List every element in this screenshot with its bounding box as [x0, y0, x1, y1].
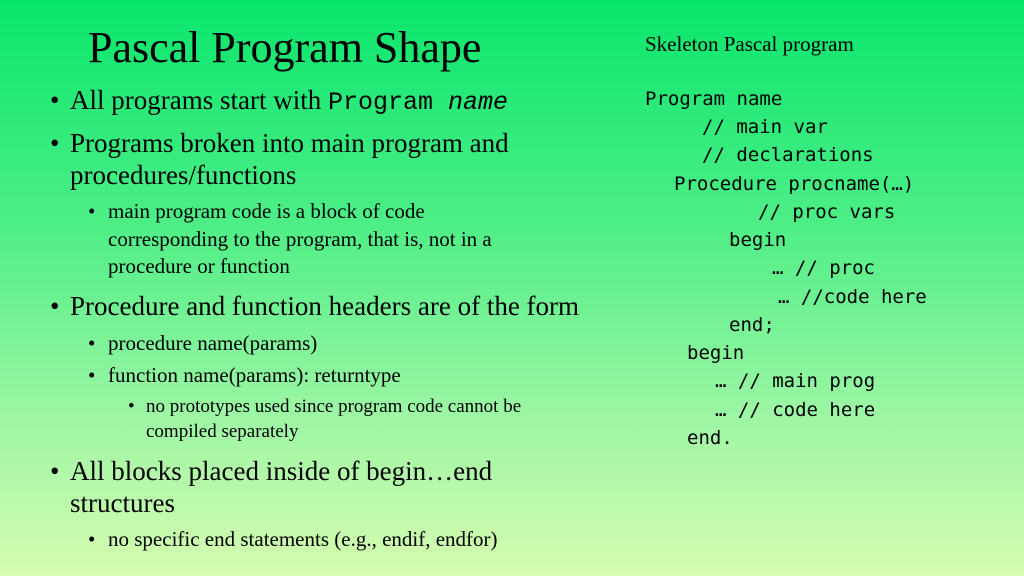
- code-line: Program name: [645, 88, 783, 110]
- code-line: begin: [729, 229, 787, 251]
- bullet-text: Programs broken into main program and: [70, 128, 509, 158]
- code-line: // main var: [702, 116, 828, 138]
- bullet-dot: •: [128, 396, 135, 417]
- skeleton-title: Skeleton Pascal program: [645, 32, 854, 56]
- bullet-text: All blocks placed inside of begin…end: [70, 456, 493, 486]
- bullet-text: procedure name(params): [108, 331, 318, 355]
- code-line: … // code here: [715, 399, 876, 421]
- bullet-blocks-cont: [70, 487, 175, 519]
- sub-bullet-function: [88, 361, 401, 389]
- bullet-dot: •: [88, 527, 96, 551]
- code-keyword: Program: [327, 88, 448, 117]
- bullet-dot: •: [88, 363, 96, 387]
- bullet-text: procedure or function: [108, 254, 290, 278]
- bullet-dot: •: [88, 331, 96, 355]
- bullet-headers: [50, 290, 580, 322]
- bullet-dot: •: [50, 456, 60, 486]
- code-line: end.: [687, 427, 733, 449]
- bullet-text: corresponding to the program, that is, not in a: [108, 227, 492, 251]
- bullet-text: no prototypes used since program code cannot be: [146, 396, 522, 417]
- code-param: name: [448, 88, 509, 117]
- bullet-text: structures: [70, 488, 175, 518]
- bullet-blocks: [50, 455, 493, 487]
- bullet-program-start: [50, 84, 509, 119]
- code-line: end;: [729, 314, 775, 336]
- bullet-dot: •: [50, 85, 60, 115]
- bullet-main-program: [50, 127, 509, 159]
- code-line: begin: [687, 342, 745, 364]
- sub-bullet-main-code-cont: [108, 225, 492, 253]
- code-line: Procedure procname(…): [674, 173, 915, 195]
- sub-sub-bullet-prototypes-cont: [146, 419, 298, 444]
- sub-bullet-main-code-cont2: [108, 252, 290, 280]
- code-line: … //code here: [778, 286, 927, 308]
- bullet-text: Procedure and function headers are of the form: [70, 291, 580, 321]
- bullet-dot: •: [50, 291, 60, 321]
- slide-title: Pascal Program Shape: [88, 23, 482, 72]
- bullet-text: procedures/functions: [70, 160, 297, 190]
- code-line: … // main prog: [715, 370, 876, 392]
- bullet-text: no specific end statements (e.g., endif, endfor): [108, 527, 498, 551]
- code-line: … // proc: [772, 257, 875, 279]
- bullet-main-program-cont: [70, 159, 296, 191]
- bullet-dot: •: [50, 128, 60, 158]
- bullet-text: function name(params): returntype: [108, 363, 401, 387]
- code-line: // proc vars: [758, 201, 896, 223]
- sub-sub-bullet-prototypes: [128, 394, 522, 419]
- bullet-text: All programs start with: [70, 85, 328, 115]
- sub-bullet-main-code: [88, 197, 425, 225]
- sub-bullet-end-statements: [88, 525, 498, 553]
- bullet-text: compiled separately: [146, 421, 299, 442]
- bullet-text: main program code is a block of code: [108, 199, 425, 223]
- sub-bullet-procedure: [88, 329, 318, 357]
- code-line: // declarations: [702, 144, 874, 166]
- bullet-dot: •: [88, 199, 96, 223]
